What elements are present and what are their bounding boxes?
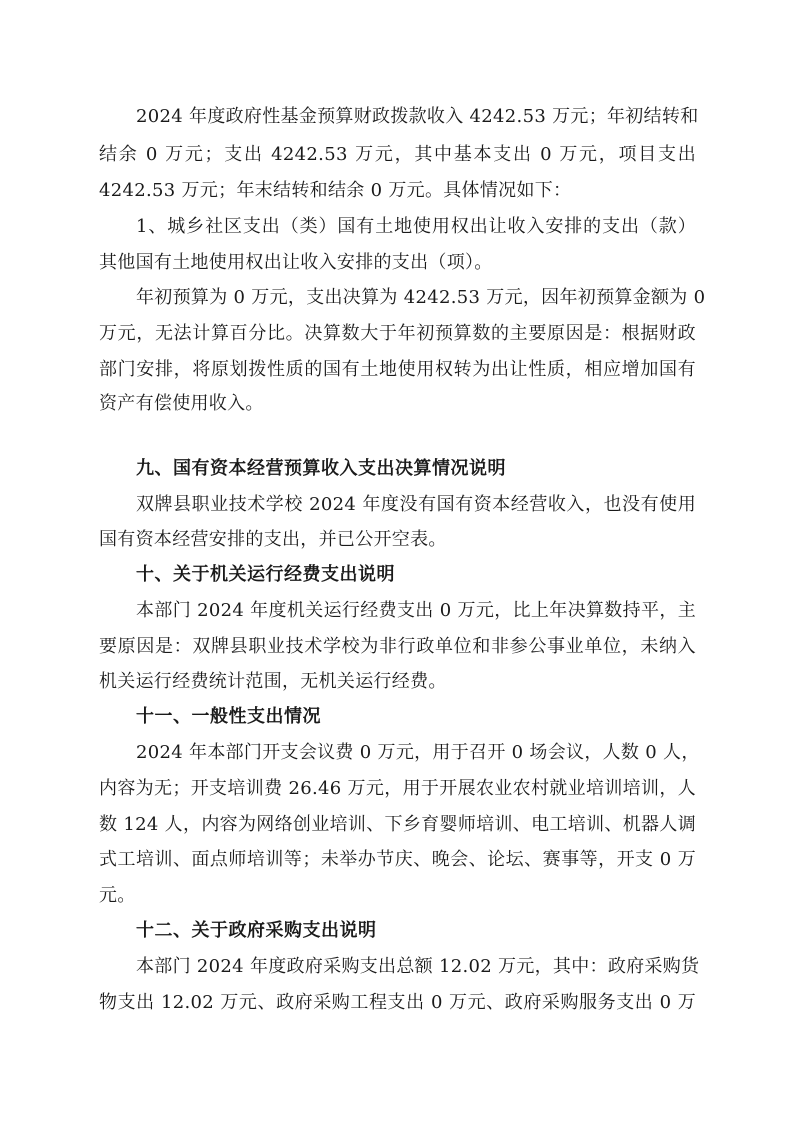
paragraph-line: 双牌县职业技术学校 2024 年度没有国有资本经营收入，也没有使用	[136, 494, 696, 515]
paragraph-line: 2024 年本部门开支会议费 0 万元，用于召开 0 场会议，人数 0 人，	[136, 742, 700, 763]
paragraph-line: 部门安排，将原划拨性质的国有土地使用权转为出让性质，相应增加国有	[99, 359, 696, 380]
paragraph-line: 结余 0 万元；支出 4242.53 万元，其中基本支出 0 万元，项目支出	[99, 144, 696, 165]
paragraph-line: 式工培训、面点师培训等；未举办节庆、晚会、论坛、赛事等，开支 0 万	[99, 849, 696, 870]
section-heading: 十一、一般性支出情况	[136, 706, 321, 727]
section-heading: 十、关于机关运行经费支出说明	[136, 564, 395, 585]
paragraph-line: 本部门 2024 年度政府采购支出总额 12.02 万元，其中：政府采购货	[136, 956, 700, 977]
paragraph-line: 机关运行经费统计范围，无机关运行经费。	[99, 671, 447, 692]
paragraph-line: 本部门 2024 年度机关运行经费支出 0 万元，比上年决算数持平，主	[136, 600, 696, 621]
section-heading: 九、国有资本经营预算收入支出决算情况说明	[136, 458, 506, 479]
paragraph-line: 数 124 人，内容为网络创业培训、下乡育婴师培训、电工培训、机器人调	[99, 814, 696, 835]
paragraph-line: 内容为无；开支培训费 26.46 万元，用于开展农业农村就业培训培训，人	[99, 778, 696, 799]
paragraph-line: 4242.53 万元；年末结转和结余 0 万元。具体情况如下：	[99, 180, 572, 201]
paragraph-line: 元。	[99, 885, 136, 906]
paragraph-line: 资产有偿使用收入。	[99, 393, 264, 414]
paragraph-line: 其他国有土地使用权出让收入安排的支出（项）。	[99, 252, 493, 273]
paragraph-line: 国有资本经营安排的支出，并已公开空表。	[99, 529, 447, 550]
section-heading: 十二、关于政府采购支出说明	[136, 920, 377, 941]
paragraph-line: 要原因是：双牌县职业技术学校为非行政单位和非参公事业单位，未纳入	[99, 636, 696, 657]
paragraph-line: 物支出 12.02 万元、政府采购工程支出 0 万元、政府采购服务支出 0 万	[99, 992, 696, 1013]
paragraph-line: 万元，无法计算百分比。决算数大于年初预算数的主要原因是：根据财政	[99, 323, 696, 344]
paragraph-line: 年初预算为 0 万元，支出决算为 4242.53 万元，因年初预算金额为 0	[136, 287, 706, 308]
paragraph-line: 2024 年度政府性基金预算财政拨款收入 4242.53 万元；年初结转和	[136, 106, 699, 127]
paragraph-line: 1、城乡社区支出（类）国有土地使用权出让收入安排的支出（款）	[136, 216, 696, 237]
